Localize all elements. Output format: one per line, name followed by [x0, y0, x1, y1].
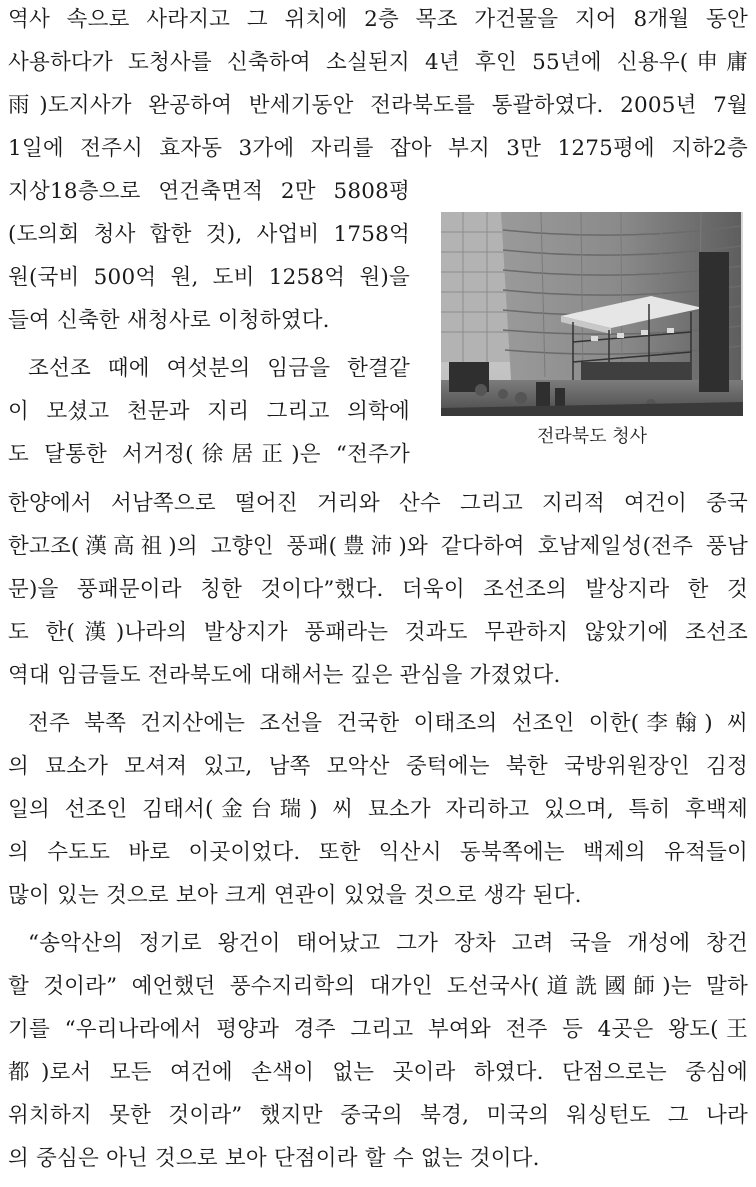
- text-line: 의 수도도 바로 이곳이었다. 또한 익산시 동북쪽에는 백제의 유적들이: [8, 840, 748, 865]
- text-line: 위치하지 못한 것이라” 했지만 중국의 북경, 미국의 워싱턴도 그 나라: [8, 1103, 748, 1128]
- text-line: “송악산의 정기로 왕건이 태어났고 그가 장차 고려 국을 개성에 창건: [28, 931, 748, 956]
- text-line: 기를 “우리나라에서 평양과 경주 그리고 부여와 전주 등 4곳은 왕도(王: [8, 1017, 748, 1042]
- text-line: 역사 속으로 사라지고 그 위치에 2층 목조 가건물을 지어 8개월 동안: [8, 7, 748, 32]
- text-line: 의 중심은 아닌 것으로 보아 단점이라 할 수 없는 것이다.: [8, 1146, 540, 1171]
- text-line: 조선조 때에 여섯분의 임금을 한결같: [28, 356, 410, 381]
- text-line: 역대 임금들도 전라북도에 대해서는 깊은 관심을 가졌었다.: [8, 663, 561, 688]
- text-line: 1일에 전주시 효자동 3가에 자리를 잡아 부지 3만 1275평에 지하2층: [8, 136, 748, 161]
- text-line: 이 모셨고 천문과 지리 그리고 의학에: [8, 399, 410, 424]
- government-building-photo: [441, 212, 743, 416]
- text-line: 都)로서 모든 여건에 손색이 없는 곳이라 하였다. 단점으로는 중심에: [8, 1060, 748, 1085]
- text-line: 사용하다가 도청사를 신축하여 소실된지 4년 후인 55년에 신용우(申庸: [8, 50, 748, 75]
- text-line: 도 한(漢)나라의 발상지가 풍패라는 것과도 무관하지 않았기에 조선조: [8, 620, 748, 645]
- text-line: 할 것이라” 예언했던 풍수지리학의 대가인 도선국사(道詵國師)는 말하: [8, 974, 748, 999]
- text-line: 일의 선조인 김태서(金台瑞) 씨 묘소가 자리하고 있으며, 특히 후백제: [8, 797, 748, 822]
- text-line: 지상18층으로 연건축면적 2만 5808평: [8, 179, 410, 204]
- figure-caption: 전라북도 청사: [536, 426, 648, 447]
- text-line: 한양에서 서남쪽으로 떨어진 거리와 산수 그리고 지리적 여건이 중국: [8, 491, 748, 516]
- text-line: 雨)도지사가 완공하여 반세기동안 전라북도를 통괄하였다. 2005년 7월: [8, 93, 748, 118]
- text-line: 많이 있는 것으로 보아 크게 연관이 있었을 것으로 생각 된다.: [8, 883, 582, 908]
- text-line: 전주 북쪽 건지산에는 조선을 건국한 이태조의 선조인 이한(李翰) 씨: [28, 711, 748, 736]
- text-line: 문)을 풍패문이라 칭한 것이다”했다. 더욱이 조선조의 발상지라 한 것: [8, 577, 748, 602]
- text-line: 한고조(漢高祖)의 고향인 풍패(豊沛)와 같다하여 호남제일성(전주 풍남: [8, 534, 748, 559]
- text-line: 의 묘소가 모셔져 있고, 남쪽 모악산 중턱에는 북한 국방위원장인 김정: [8, 754, 748, 779]
- text-line: 도 달통한 서거정(徐居正)은 “전주가: [8, 442, 410, 467]
- text-line: 들여 신축한 새청사로 이청하였다.: [8, 308, 330, 333]
- text-line: (도의회 청사 합한 것), 사업비 1758억: [8, 222, 410, 247]
- text-line: 원(국비 500억 원, 도비 1258억 원)을: [8, 265, 410, 290]
